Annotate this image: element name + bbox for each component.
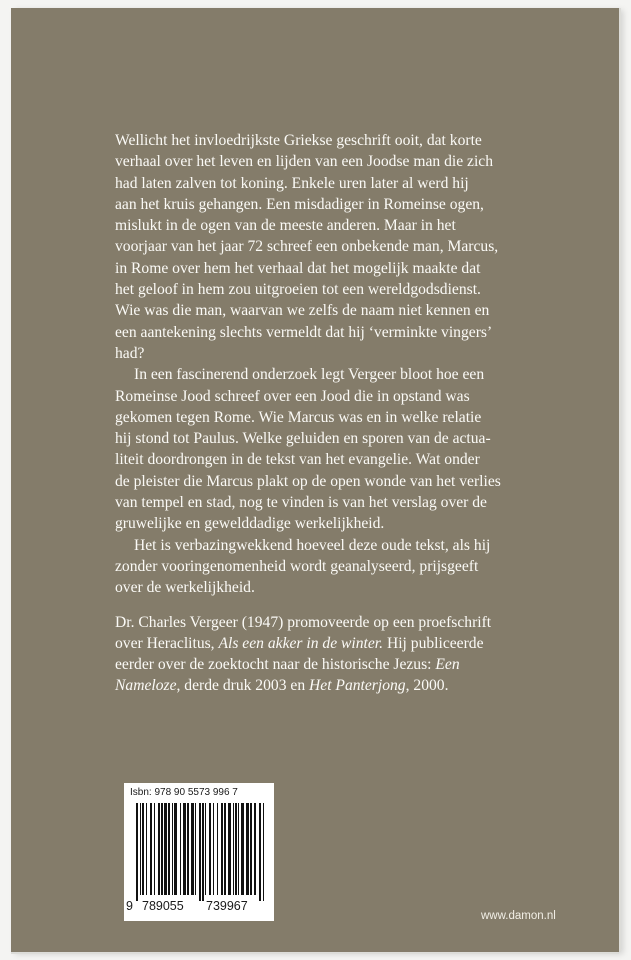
- text-line: had?: [115, 344, 145, 362]
- barcode-bar: [217, 803, 218, 895]
- barcode-bar: [199, 803, 201, 901]
- barcode-digit-group: 9: [126, 899, 133, 913]
- book-title: Nameloze: [115, 677, 177, 695]
- barcode-digit-group: 789055: [142, 899, 184, 913]
- barcode-bar: [191, 803, 194, 895]
- bio-text: eerder over de zoektocht naar de historische Jezus:: [115, 656, 436, 674]
- barcode-bar: [174, 803, 177, 895]
- barcode-bar: [250, 803, 252, 895]
- bio-text: over Heraclitus,: [115, 634, 219, 652]
- barcode-bar: [235, 803, 237, 895]
- book-title: Het Panterjong: [309, 677, 406, 695]
- barcode-bar: [209, 803, 211, 895]
- text-line: een aantekening slechts vermeldt dat hij ‘verminkte vingers’: [115, 323, 493, 341]
- barcode-bar: [224, 803, 226, 895]
- barcode-bars: [136, 803, 264, 901]
- barcode-bar: [202, 803, 204, 901]
- barcode-bar: [140, 803, 141, 895]
- text-line: aan het kruis gehangen. Een misdadiger in Romeinse ogen,: [115, 195, 484, 213]
- barcode-bar: [146, 803, 147, 895]
- text-line: het geloof in hem zou uitgroeien tot een wereldgodsdienst.: [115, 281, 481, 299]
- barcode-bar: [259, 803, 261, 901]
- barcode-bar: [136, 803, 138, 901]
- barcode-bar: [142, 803, 144, 895]
- barcode-digit-group: 739967: [206, 899, 248, 913]
- text-line: over de werkelijkheid.: [115, 579, 255, 597]
- text-line: In een fascinerend onderzoek legt Vergeer bloot hoe een: [134, 366, 485, 384]
- book-title: Een: [435, 656, 460, 674]
- blurb-paragraph-3: [115, 535, 545, 599]
- barcode-bar: [172, 803, 173, 895]
- barcode-bar: [168, 803, 170, 895]
- barcode-bar: [228, 803, 231, 895]
- barcode-bar: [241, 803, 244, 895]
- barcode-bar: [164, 803, 167, 895]
- text-line: mislukt in de ogen van de meeste anderen. Maar in het: [115, 217, 456, 235]
- blurb-text: [115, 130, 545, 697]
- text-line: Het is verbazingwekkend hoeveel deze oude tekst, als hij: [134, 536, 491, 554]
- barcode: [124, 783, 274, 921]
- text-line: van tempel en stad, nog te vinden is van het verslag over de: [115, 494, 487, 512]
- barcode-bar: [246, 803, 249, 895]
- text-line: gekomen tegen Rome. Wie Marcus was en in welke relatie: [115, 408, 482, 426]
- barcode-bar: [150, 803, 152, 895]
- blurb-paragraph-1: [115, 130, 545, 364]
- text-line: had laten zalven tot koning. Enkele uren later al werd hij: [115, 174, 469, 192]
- text-line: Wellicht het invloedrijkste Griekse geschrift ooit, dat korte: [115, 132, 482, 149]
- text-line: verhaal over het leven en lijden van een Joodse man die zich: [115, 153, 493, 171]
- barcode-bar: [221, 803, 223, 895]
- barcode-bar: [213, 803, 214, 895]
- bio-text: , 2000.: [405, 677, 449, 695]
- barcode-bar: [154, 803, 155, 895]
- text-line: [115, 633, 545, 654]
- barcode-bar: [183, 803, 186, 895]
- text-line: in Rome over hem het verhaal dat het mogelijk maakte dat: [115, 259, 481, 277]
- barcode-bar: [263, 803, 264, 901]
- barcode-bar: [158, 803, 160, 895]
- text-line: zonder vooringenomenheid wordt geanalyseerd, prijsgeeft: [115, 557, 479, 575]
- back-cover: [11, 8, 619, 952]
- text-line: Romeinse Jood schreef over een Jood die in opstand was: [115, 387, 470, 405]
- book-title: Als een akker in de winter.: [218, 634, 384, 652]
- text-line: Wie was die man, waarvan we zelfs de naam niet kennen en: [115, 302, 490, 320]
- author-bio: [115, 612, 545, 697]
- bio-text: Hij publiceerde: [383, 634, 484, 652]
- barcode-bar: [180, 803, 181, 895]
- text-line: voorjaar van het jaar 72 schreef een onbekende man, Marcus,: [115, 238, 499, 256]
- barcode-bar: [233, 803, 234, 895]
- text-line: de pleister die Marcus plakt op de open wonde van het verlies: [115, 472, 501, 490]
- isbn-label: Isbn: 978 90 5573 996 7: [130, 787, 238, 798]
- text-line: [115, 675, 545, 696]
- barcode-bar: [195, 803, 196, 895]
- bio-text: , derde druk 2003 en: [176, 677, 310, 695]
- text-line: liteit doordrongen in de tekst van het evangelie. Wat onder: [115, 451, 480, 469]
- text-line: hij stond tot Paulus. Welke geluiden en sporen van de actua-: [115, 430, 491, 448]
- text-line: [115, 654, 545, 675]
- text-line: Dr. Charles Vergeer (1947) promoveerde op een proefschrift: [115, 613, 492, 631]
- barcode-bar: [205, 803, 206, 895]
- barcode-bar: [238, 803, 239, 895]
- text-line: gruwelijke en gewelddadige werkelijkheid.: [115, 515, 385, 533]
- barcode-bar: [187, 803, 189, 895]
- publisher-url: www.damon.nl: [481, 910, 556, 922]
- barcode-bar: [161, 803, 163, 895]
- barcode-bar: [254, 803, 256, 895]
- blurb-paragraph-2: [115, 364, 545, 534]
